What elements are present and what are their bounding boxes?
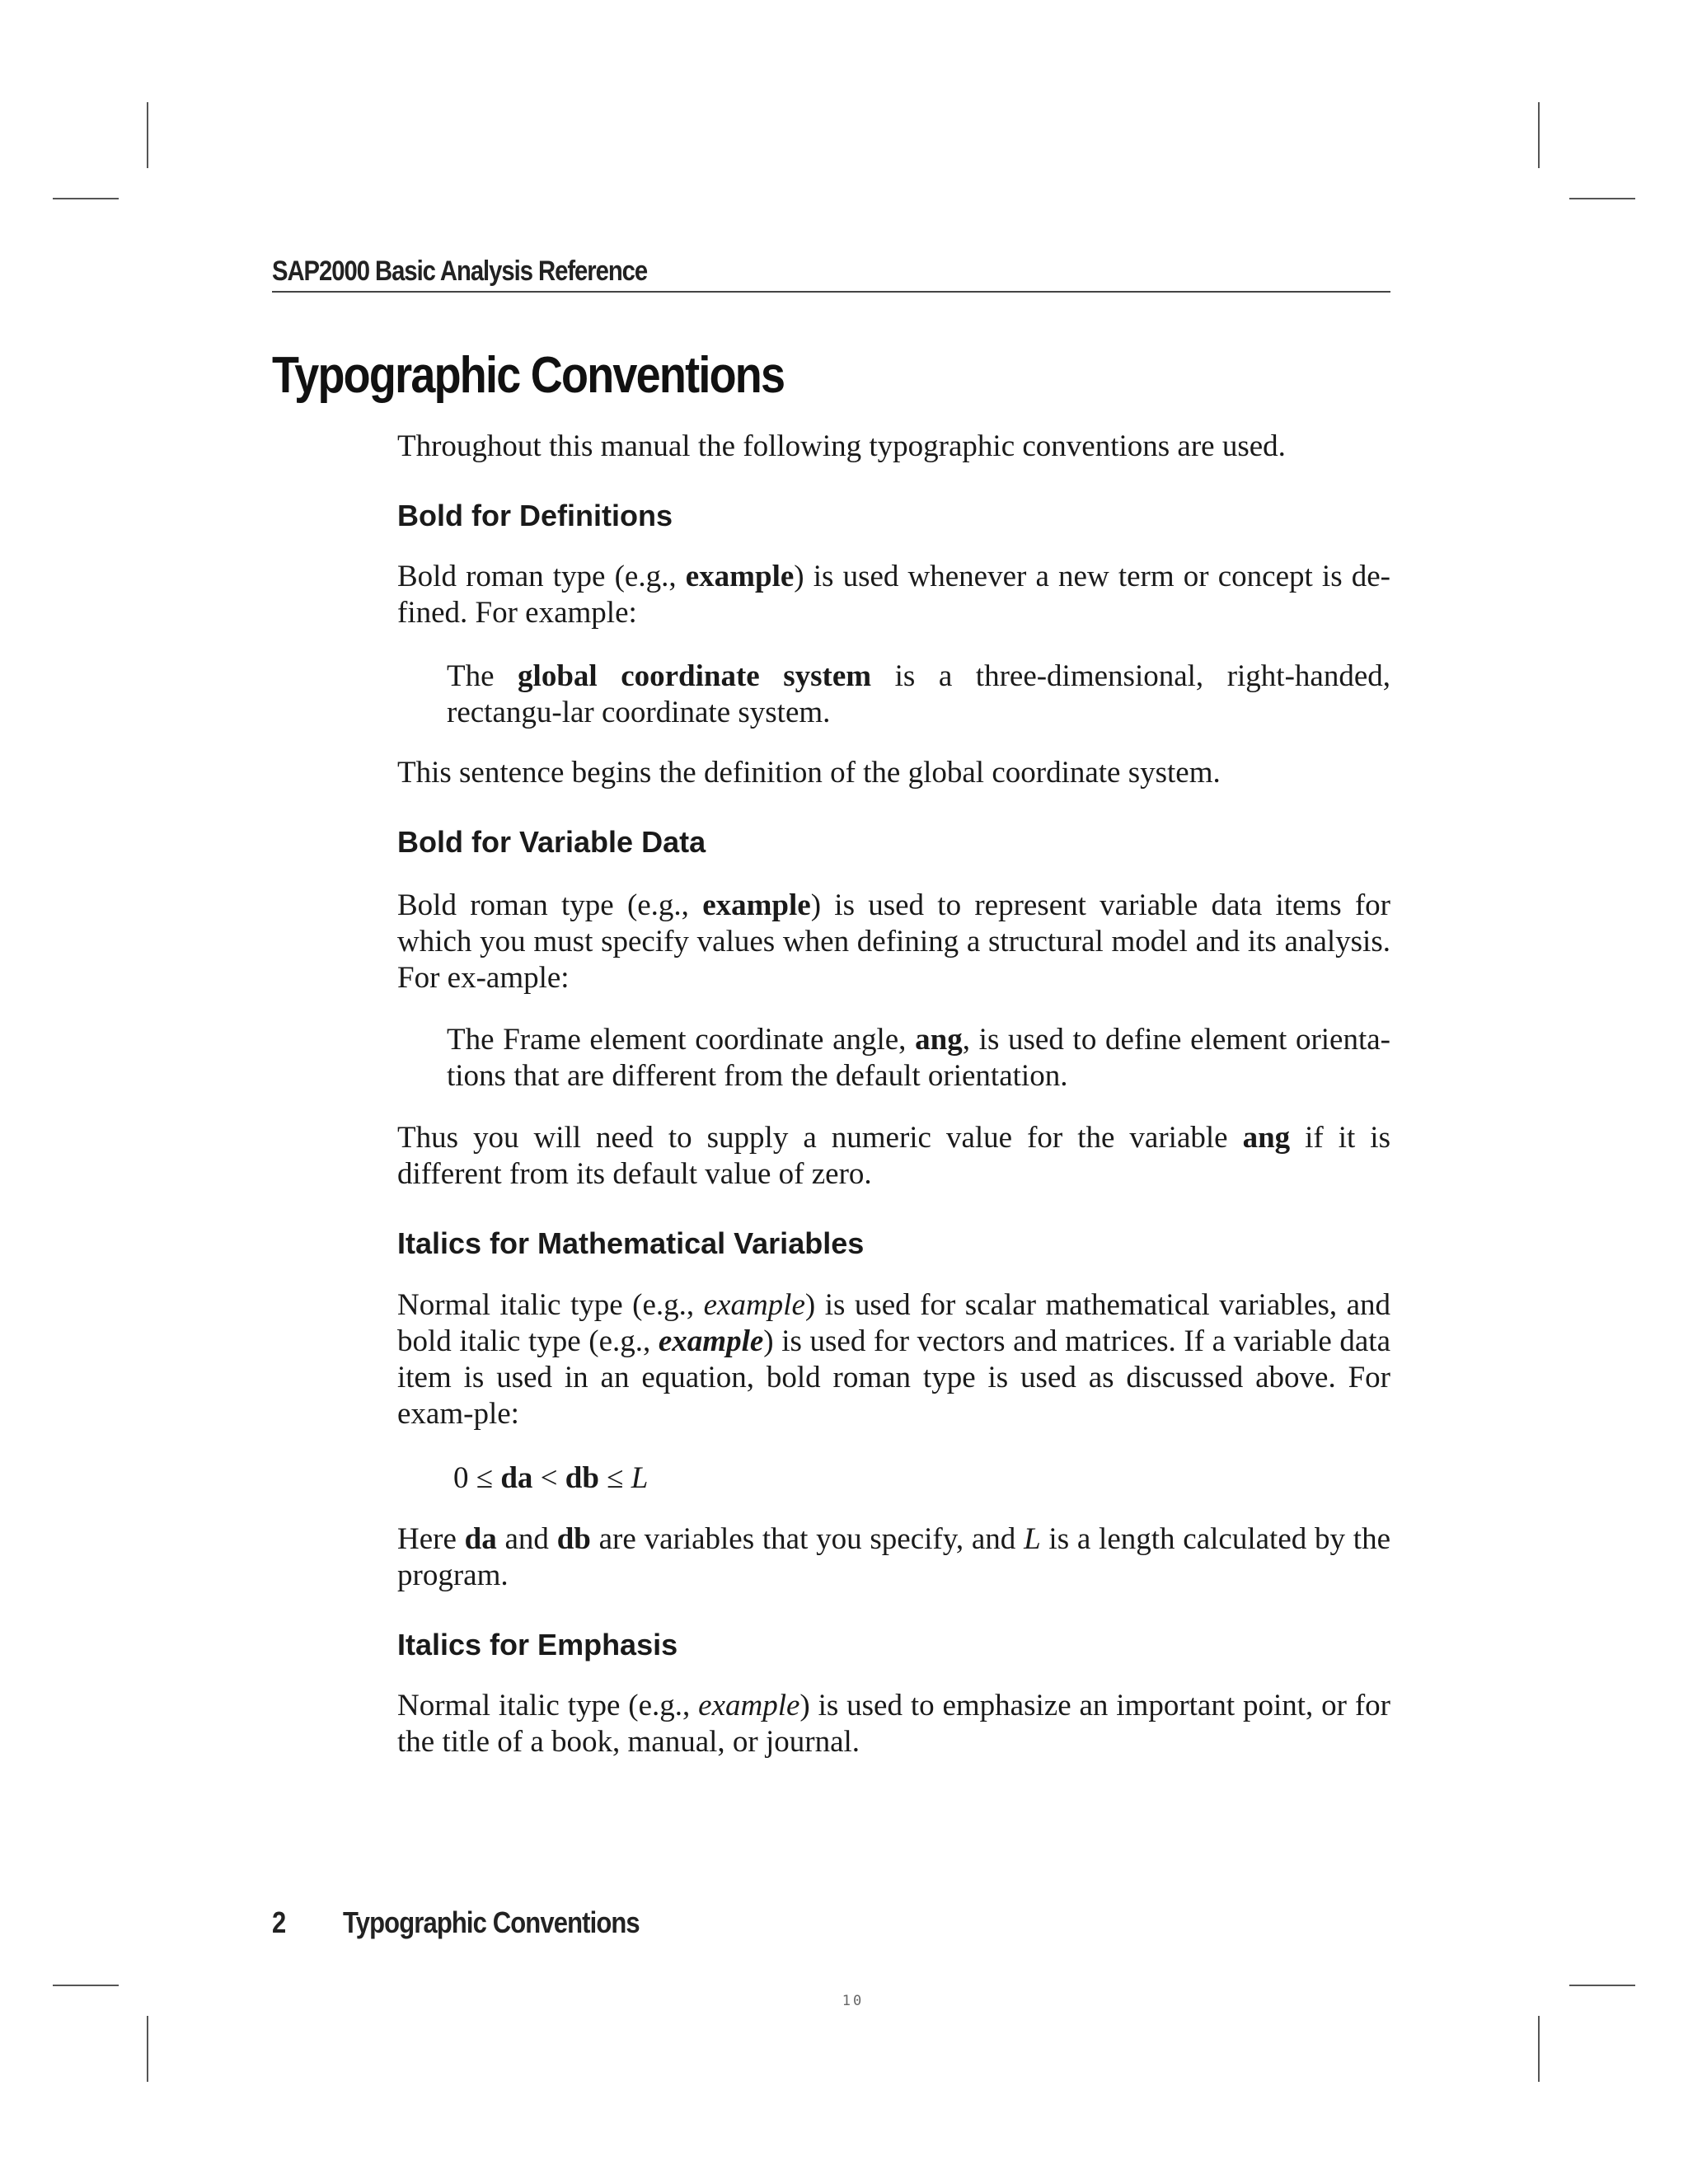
section-heading: Italics for Emphasis: [397, 1628, 678, 1661]
crop-mark: [1538, 2016, 1540, 2082]
crop-mark: [147, 2016, 148, 2082]
header-rule: [272, 291, 1390, 293]
paragraph: Here da and db are variables that you specify, and L is a length calculated by the program.: [397, 1522, 1390, 1592]
crop-mark: [1569, 198, 1635, 199]
crop-mark: [1569, 1985, 1635, 1986]
body-content: [397, 429, 1390, 1760]
paragraph: Bold roman type (e.g., example) is used to represent variable data items for which you must specify values when defining a structural model and its analysis. For ex-ample:: [397, 888, 1390, 995]
paragraph: Thus you will need to supply a numeric value for the variable ang if it is different from its default value of zero.: [397, 1121, 1390, 1191]
section-heading: Italics for Mathematical Variables: [397, 1226, 865, 1260]
crop-mark: [147, 102, 148, 168]
paragraph: Normal italic type (e.g., example) is used for scalar mathematical variables, and bold italic type (e.g., example) is used for vectors and matrices. If a variable data item is used in an equation, bold roman type is used as discussed above. For exam-ple:: [397, 1288, 1390, 1431]
formula: 0 ≤ da < db ≤ L: [453, 1461, 649, 1495]
page-title: Typographic Conventions: [272, 347, 785, 404]
crop-mark: [1538, 102, 1540, 168]
running-head: SAP2000 Basic Analysis Reference: [272, 255, 648, 287]
paragraph: Bold roman type (e.g., example) is used whenever a new term or concept is de-fined. For example:: [397, 560, 1390, 630]
section-heading: Bold for Variable Data: [397, 825, 706, 859]
footer-section-title: Typographic Conventions: [343, 1905, 640, 1939]
crop-mark: [53, 1985, 119, 1986]
intro-paragraph: Throughout this manual the following typographic conventions are used.: [397, 429, 1286, 463]
section-heading: Bold for Definitions: [397, 499, 673, 532]
crop-mark: [53, 198, 119, 199]
example-paragraph: The global coordinate system is a three-dimensional, right-handed, rectangu-lar coordinate system.: [447, 659, 1390, 729]
footer-page-number: 2: [272, 1905, 287, 1939]
scan-page-number: 10: [842, 1993, 865, 2009]
paragraph: This sentence begins the definition of the global coordinate system.: [397, 756, 1221, 790]
paragraph: Normal italic type (e.g., example) is used to emphasize an important point, or for the title of a book, manual, or journal.: [397, 1689, 1390, 1759]
example-paragraph: The Frame element coordinate angle, ang, is used to define element orienta-tions that are different from the default orientation.: [447, 1023, 1390, 1093]
